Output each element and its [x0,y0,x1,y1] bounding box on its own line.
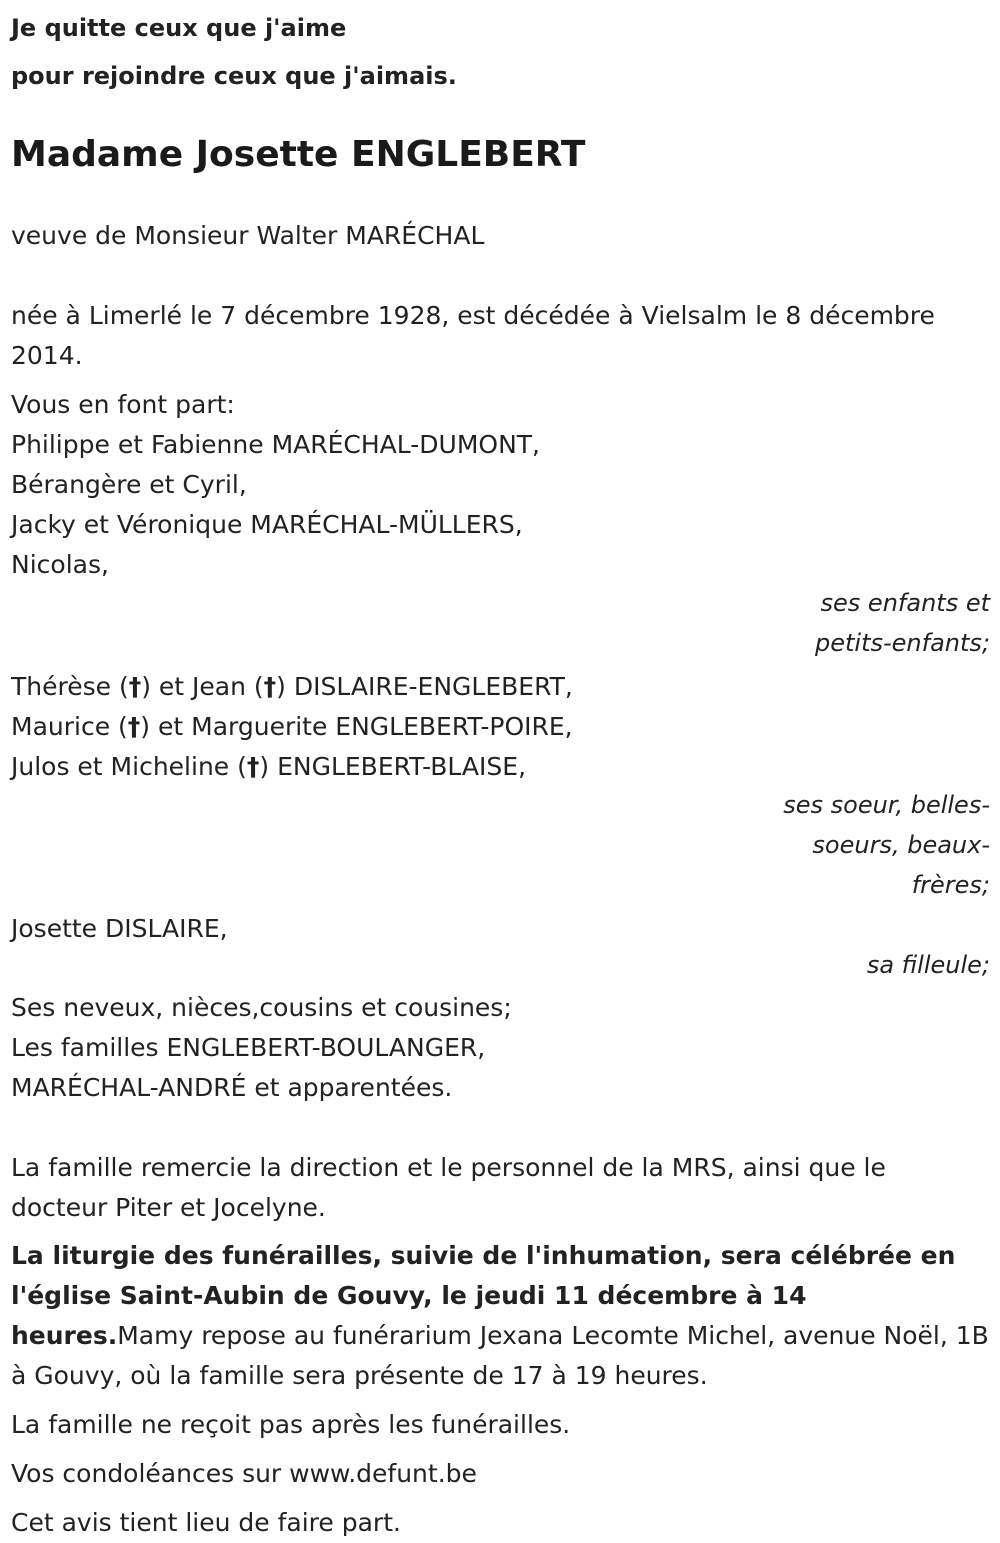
cross-icon: † [263,672,277,701]
notice-note: Cet avis tient lieu de faire part. [11,1508,401,1537]
birth-death-info: née à Limerlé le 7 décembre 1928, est décédée à Vielsalm le 8 décembre 2014. [11,301,935,370]
liturgy-paragraph [11,1236,990,1396]
sibling-text: Thérèse ( [11,672,129,701]
no-reception-note: La famille ne reçoit pas après les funérailles. [11,1410,571,1439]
sibling-line [11,747,990,787]
cross-icon: † [127,712,141,741]
goddaughter-line: Josette DISLAIRE, [11,914,228,943]
sibling-text: Julos et Micheline ( [11,752,247,781]
sibling-text: ) DISLAIRE-ENGLEBERT, [276,672,573,701]
funeral-home-info: Mamy repose au funérarium Jexana Lecomte Michel, avenue Noël, 1B à Gouvy, où la famille sera présente de 17 à 19 heures. [11,1321,989,1390]
liturgy-details: La liturgie des funérailles, suivie de l'inhumation, sera célébrée en l'église Saint-Aubin de Gouvy, le jeudi 11 décembre à 14 heures. [11,1241,956,1350]
siblings-role: ses soeur, belles-soeurs, beaux-frères; [783,791,990,899]
cross-icon: † [128,672,142,701]
announcement-intro: Vous en font part: [11,390,235,419]
deceased-name: Madame Josette ENGLEBERT [11,134,586,175]
sibling-line [11,667,990,707]
relatives-line: MARÉCHAL-ANDRÉ et apparentées. [11,1073,453,1102]
children-line: Nicolas, [11,550,109,579]
condolences-note: Vos condoléances sur www.defunt.be [11,1459,477,1488]
epitaph-quote [11,4,990,100]
other-relatives [11,988,990,1108]
sibling-text: Maurice ( [11,712,128,741]
cross-icon: † [246,752,260,781]
epitaph-line-1: Je quitte ceux que j'aime [11,14,347,42]
sibling-text: ) et Marguerite ENGLEBERT-POIRE, [140,712,573,741]
sibling-text: ) et Jean ( [141,672,264,701]
goddaughter-role: sa filleule; [866,951,990,979]
siblings-group [11,667,990,787]
children-line: Jacky et Véronique MARÉCHAL-MÜLLERS, [11,510,523,539]
sibling-text: ) ENGLEBERT-BLAISE, [259,752,527,781]
thanks-paragraph: La famille remercie la direction et le personnel de la MRS, ainsi que le docteur Piter et Jocelyne. [11,1153,886,1222]
epitaph-line-2: pour rejoindre ceux que j'aimais. [11,62,457,90]
children-role: ses enfants et petits-enfants; [815,589,990,657]
announcement-block [11,385,990,1108]
children-line: Philippe et Fabienne MARÉCHAL-DUMONT, [11,430,540,459]
sibling-line [11,707,990,747]
widow-of: veuve de Monsieur Walter MARÉCHAL [11,221,485,250]
relatives-line: Ses neveux, nièces,cousins et cousines; [11,993,512,1022]
relatives-line: Les familles ENGLEBERT-BOULANGER, [11,1033,486,1062]
children-line: Bérangère et Cyril, [11,470,247,499]
